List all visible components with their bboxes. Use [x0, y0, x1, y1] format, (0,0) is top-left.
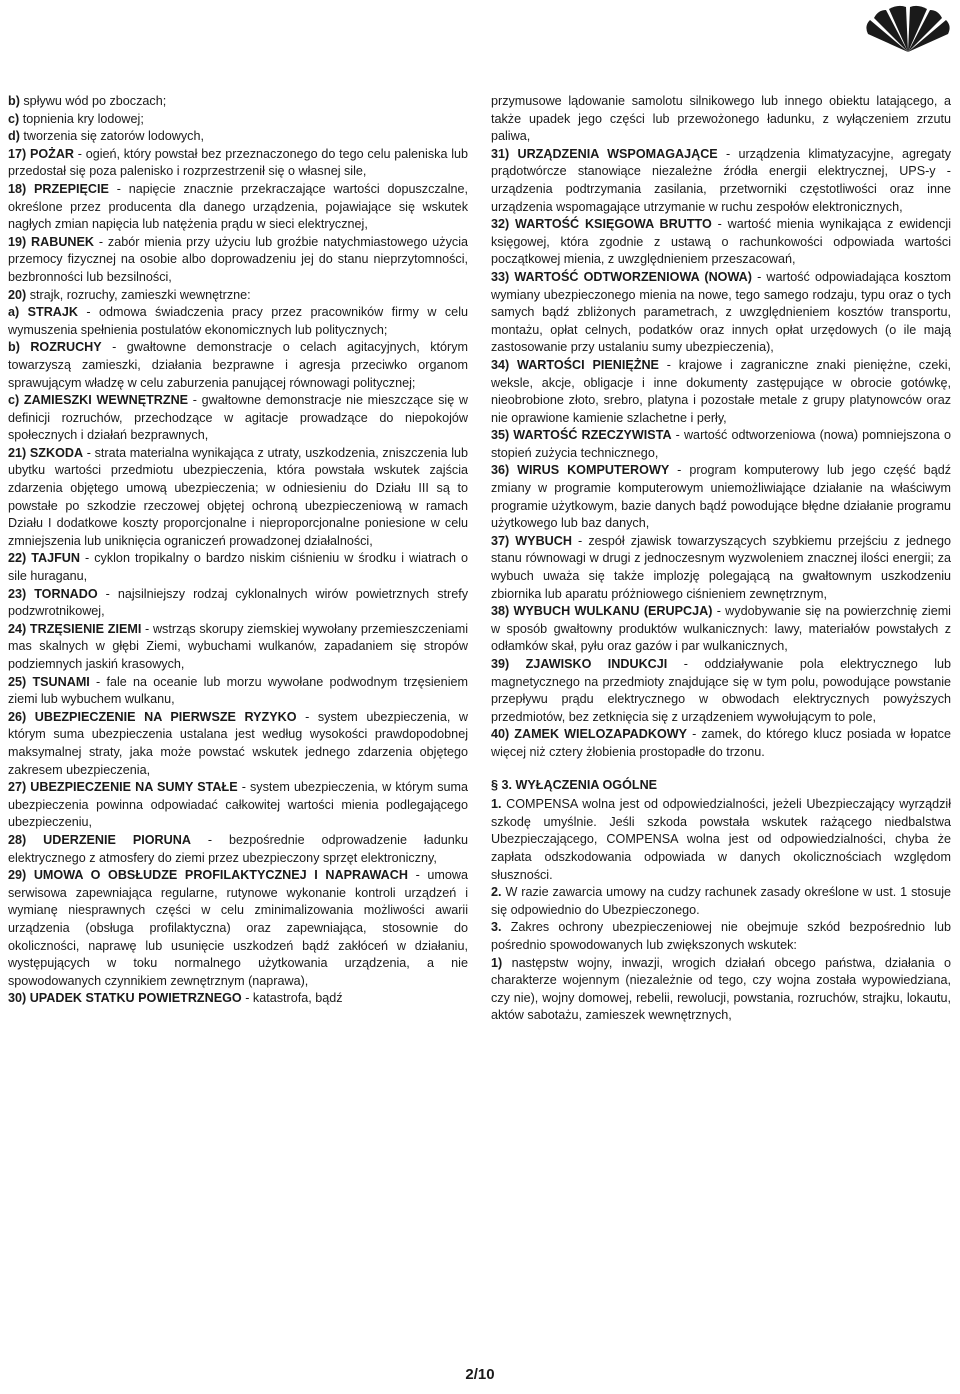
- definition-paragraph: [491, 796, 951, 884]
- definition-paragraph: [8, 990, 468, 1008]
- definition-term: c): [8, 111, 20, 126]
- definition-text: - strata materialna wynikająca z utraty, uszkodzenia, zniszczenia lub ubytku wartości przedmiotu ubezpieczenia, która powstała wskutek zajścia zdarzenia objętego umową ubezpieczenia; w odniesieniu do Działu III są to powstałe po szkodzie rzeczowej objętej ochroną ubezpieczeniową w ramach Działu I dodatkowe koszty proporcjonalne i nieproporcjonalne poniesione w celu zmniejszenia lub uniknięcia ograniczeń prowadzonej działalności,: [8, 445, 468, 548]
- left-column: [8, 93, 468, 1008]
- definition-paragraph: [491, 357, 951, 427]
- definition-paragraph: [8, 181, 468, 234]
- definition-term: 27) UBEZPIECZENIE NA SUMY STAŁE: [8, 780, 238, 795]
- definition-term: 1): [491, 955, 503, 970]
- definition-text: - wartość odtworzeniowa (nowa) pomniejszona o stopień zużycia technicznego,: [491, 428, 951, 460]
- definition-paragraph: [491, 216, 951, 269]
- definition-text: topnienia kry lodowej;: [19, 111, 144, 126]
- definition-paragraph: [8, 392, 468, 445]
- definition-term: 38) WYBUCH WULKANU (ERUPCJA): [491, 604, 713, 619]
- definition-text: spływu wód po zboczach;: [19, 94, 167, 108]
- definition-paragraph: [8, 832, 468, 867]
- section-title: § 3. WYŁĄCZENIA OGÓLNE: [491, 777, 658, 792]
- definition-text: następstw wojny, inwazji, wrogich działań obcego państwa, działania o charakterze wojennym (niezależnie od tego, czy wojna została wypowiedziana, czy nie), wojny domowej, rebelii, rewolucji, powstania, rozruchów, strajku, lokautu, aktów sabotażu, zamieszek wewnętrznych,: [491, 955, 951, 1023]
- definition-term: 19) RABUNEK: [8, 234, 95, 249]
- definition-paragraph: [491, 603, 951, 656]
- right-column: [491, 93, 951, 1025]
- definition-paragraph: [8, 128, 468, 146]
- definition-text: - katastrofa, bądź: [241, 991, 343, 1006]
- definition-text: - zespół zjawisk towarzyszących szybkiemu przejściu z jednego stanu równowagi w drugi z jednoczesnym wyzwoleniem znacznej ilości energii; za wybuch uważa się także implozję polegającą na gwałtownym uszkodzeniu zbiornika lub aparatu próżniowego ciśnieniem zewnętrznym,: [491, 533, 951, 601]
- definition-paragraph: [8, 287, 468, 305]
- definition-text: - zabór mienia przy użyciu lub groźbie natychmiastowego użycia przemocy fizycznej na osobie albo doprowadzeniu jej do stanu nieprzytomności, bezbronności lub bezsilności,: [8, 234, 468, 284]
- compensa-logo-icon: [858, 4, 958, 54]
- definition-paragraph: [8, 586, 468, 621]
- definition-text: COMPENSA wolna jest od odpowiedzialności, jeżeli Ubezpieczający wyrządził szkodę umyślnie. Jeśli szkoda powstała wskutek rażącego niedbalstwa Ubezpieczającego, COMPENSA wolna jest od odpowiedzialności, chyba że zapłata odszkodowania odpowiada w danych okolicznościach względom słuszności.: [491, 797, 951, 882]
- definition-text: - gwałtowne demonstracje o celach agitacyjnych, którym towarzyszą zamieszki, działania bezprawne i agresja przeciwko organom sprawującym władzę w celu zaburzenia panującej równowagi politycznej;: [8, 340, 468, 390]
- definition-term: 17) POŻAR: [8, 146, 75, 161]
- definition-term: 28) UDERZENIE PIORUNA: [8, 832, 191, 847]
- definition-term: 21) SZKODA: [8, 445, 84, 460]
- definition-text: - krajowe i zagraniczne znaki pieniężne, czeki, weksle, akcje, obligacje i inne dokumenty zastępujące w obrocie gotówkę, nieobrobione złoto, srebro, platyna i pozostałe metale z grupy platynowców oraz nie oprawione kamienie szlachetne i perły,: [491, 357, 951, 425]
- definition-paragraph: [8, 304, 468, 339]
- definition-term: 31) URZĄDZENIA WSPOMAGAJĄCE: [491, 146, 718, 161]
- definition-term: d): [8, 129, 20, 144]
- definition-term: 37) WYBUCH: [491, 533, 572, 548]
- definition-text: W razie zawarcia umowy na cudzy rachunek zasady określone w ust. 1 stosuje się odpowiednio do Ubezpieczonego.: [491, 885, 951, 917]
- definition-paragraph: [8, 93, 468, 111]
- definition-text: - wartość mienia wynikająca z ewidencji księgowej, która zgodnie z ustawą o rachunkowości odpowiada wartości początkowej mienia, z uwzględnieniem przeszacowań,: [491, 217, 951, 267]
- definition-text: - urządzenia klimatyzacyjne, agregaty prądotwórcze stanowiące niezależne źródła energii elektrycznej, UPS-y - urządzenia podtrzymania zasilania, przetworniki częstotliwości oraz inne urządzenia wspomagające utrzymanie w ruchu zespołów elektronicznych,: [491, 146, 951, 214]
- page-number: 2/10: [465, 1366, 495, 1383]
- definition-text: - wstrząs skorupy ziemskiej wywołany przemieszczeniami mas skalnych w głębi Ziemi, wybuchami wulkanów, zapadaniem się stropów podziemnych jaskiń krasowych,: [8, 621, 468, 671]
- definition-text: - gwałtowne demonstracje nie mieszczące się w definicji rozruchów, przechodzące w agitacje prowadzące do niepokojów społecznych i działań bezprawnych,: [8, 393, 469, 443]
- definition-paragraph: [8, 234, 468, 287]
- definition-term: 22) TAJFUN: [8, 551, 80, 566]
- definition-term: 25) TSUNAMI: [8, 674, 90, 689]
- definition-paragraph: [491, 533, 951, 603]
- definition-text: strajk, rozruchy, zamieszki wewnętrzne:: [26, 287, 251, 302]
- definition-term: a) STRAJK: [8, 305, 78, 320]
- definition-text: - system ubezpieczenia, w którym suma ubezpieczenia powinna odpowiadać całkowitej wartości mienia podlegającego ubezpieczeniu,: [8, 780, 468, 830]
- definition-term: 3.: [491, 920, 502, 935]
- definition-paragraph: [8, 867, 468, 990]
- definition-paragraph: [491, 93, 951, 146]
- definition-paragraph: [8, 111, 468, 129]
- definition-term: 33) WARTOŚĆ ODTWORZENIOWA (NOWA): [491, 269, 752, 284]
- definition-term: 23) TORNADO: [8, 586, 98, 601]
- definition-term: 34) WARTOŚCI PIENIĘŻNE: [491, 357, 659, 372]
- definition-text: przymusowe lądowanie samolotu silnikowego lub innego obiektu latającego, a także upadek jego części lub przewożonego ładunku, z wyłączeniem zrzutu paliwa,: [491, 94, 951, 144]
- definition-text: - wydobywanie się na powierzchnię ziemi w sposób gwałtowny produktów wulkanicznych: lawy, materiałów powstałych z odłamków skał, pyłu oraz gazów i par wulkanicznych,: [491, 604, 951, 654]
- definition-paragraph: [491, 146, 951, 216]
- definition-text: - system ubezpieczenia, w którym suma ubezpieczenia ustalana jest według wysokości prawdopodobnej maksymalnej straty, jaka może powstać wskutek jednego zdarzenia objętego zakresem ubezpieczenia,: [8, 709, 468, 777]
- definition-term: 24) TRZĘSIENIE ZIEMI: [8, 621, 142, 636]
- definition-text: - zamek, do którego klucz posiada w łopatce więcej niż cztery żłobienia prostopadłe do trzonu.: [491, 727, 951, 759]
- definition-paragraph: [8, 674, 468, 709]
- definition-paragraph: [8, 550, 468, 585]
- definition-paragraph: [491, 884, 951, 919]
- definition-term: 40) ZAMEK WIELOZAPADKOWY: [491, 727, 688, 742]
- definition-text: - napięcie znacznie przekraczające wartości dopuszczalne, określone przez producenta dla danego urządzenia, pojawiające się wskutek nagłych zmian napięcia lub natężenia prądu w sieci elektrycznej,: [8, 181, 468, 232]
- definition-term: 35) WARTOŚĆ RZECZYWISTA: [491, 428, 672, 443]
- definition-text: tworzenia się zatorów lodowych,: [19, 129, 204, 144]
- definition-term: 30) UPADEK STATKU POWIETRZNEGO: [8, 991, 242, 1006]
- definition-paragraph: [491, 919, 951, 954]
- definition-paragraph: [8, 779, 468, 832]
- definition-term: b): [8, 94, 20, 108]
- definition-text: - najsilniejszy rodzaj cyklonalnych wirów powietrznych strefy podzwrotnikowej,: [8, 586, 468, 619]
- definition-term: 2.: [491, 885, 502, 900]
- definition-paragraph: [8, 621, 468, 674]
- definition-text: - umowa serwisowa zapewniająca regularne, rutynowe wykonanie kontroli urządzeń i wymianę niesprawnych części w celu zminimalizowania możliwości awarii urządzenia (obsługa profilaktyczna) oraz zapewniająca, stosownie do okoliczności, naprawę lub usunięcie uszkodzeń bądź zakłóceń w działaniu, występujących w toku normalnego użytkowania urządzenia, a nie spowodowanych czynnikiem zewnętrznym (naprawa),: [8, 868, 468, 988]
- definition-term: 32) WARTOŚĆ KSIĘGOWA BRUTTO: [491, 217, 712, 232]
- definition-text: - fale na oceanie lub morzu wywołane podwodnym trzęsieniem ziemi lub wybuchem wulkanu,: [8, 674, 468, 707]
- definition-term: 29) UMOWA O OBSŁUDZE PROFILAKTYCZNEJ I NAPRAWACH: [8, 868, 408, 883]
- definition-paragraph: [491, 427, 951, 462]
- definition-text: - wartość odpowiadająca kosztom wymiany ubezpieczonego mienia na nowe, tego samego rodzaju, typu oraz o tych samych bądź zbliżonych parametrach, z uwzględnieniem kosztów transportu, montażu, opłat celnych, podatków oraz innych opłat urzędowych (o ile mają zastosowanie przy ustalaniu sumy ubezpieczenia),: [491, 269, 951, 355]
- definition-term: 26) UBEZPIECZENIE NA PIERWSZE RYZYKO: [8, 709, 297, 724]
- definition-paragraph: [491, 955, 951, 1025]
- definition-text: - ogień, który powstał bez przeznaczonego do tego celu paleniska lub przedostał się poza palenisko i rozprzestrzenił się o własnej sile,: [8, 146, 468, 179]
- definition-paragraph: [491, 269, 951, 357]
- definition-term: 1.: [491, 797, 502, 812]
- definition-paragraph: [491, 656, 951, 726]
- definition-text: - oddziaływanie pola elektrycznego lub magnetycznego na przedmioty znajdujące się w tym polu, powodujące powstanie przepływu prądu elektrycznego w obwodach elektrycznych powyższych przedmiotów, bez zetknięcia się z urządzeniem wywołującym to pole,: [491, 657, 952, 724]
- definition-paragraph: [491, 726, 951, 761]
- definition-term: 39) ZJAWISKO INDUKCJI: [491, 657, 668, 671]
- definition-term: 36) WIRUS KOMPUTEROWY: [491, 463, 670, 478]
- definition-paragraph: [8, 146, 468, 181]
- definition-term: b) ROZRUCHY: [8, 340, 102, 355]
- definition-text: Zakres ochrony ubezpieczeniowej nie obejmuje szkód bezpośrednio lub pośrednio spowodowanych lub zwiększonych wskutek:: [491, 920, 951, 952]
- definition-term: c) ZAMIESZKI WEWNĘTRZNE: [8, 393, 189, 408]
- definition-text: - cyklon tropikalny o bardzo niskim ciśnieniu w środku i wiatrach o sile huraganu,: [8, 551, 468, 584]
- definition-paragraph: [8, 445, 468, 551]
- definition-term: 20): [8, 287, 27, 302]
- definition-term: 18) PRZEPIĘCIE: [8, 181, 109, 196]
- definition-paragraph: [8, 709, 468, 779]
- definition-paragraph: [8, 339, 468, 392]
- definition-text: - bezpośrednie odprowadzenie ładunku elektrycznego z atmosfery do ziemi przez ubezpieczony sprzęt elektroniczny,: [8, 832, 469, 865]
- definition-text: - odmowa świadczenia pracy przez pracowników firmy w celu wymuszenia spełnienia postulatów ekonomicznych lub politycznych;: [8, 305, 468, 337]
- definition-paragraph: [491, 462, 951, 532]
- definition-text: - program komputerowy lub jego część bądź zmiany w programie komputerowym uniemożliwiające działanie na właściwym programie użytkowym, bazie danych bądź powodujące błędne działanie programu użytkowego lub baz danych,: [491, 463, 951, 531]
